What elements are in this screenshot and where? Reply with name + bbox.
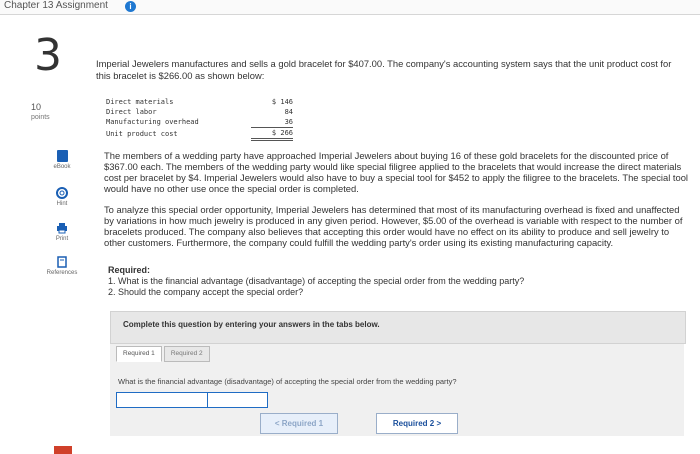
- cost-table: [106, 97, 293, 141]
- instructions-text: Complete this question by entering your answers in the tabs below.: [123, 320, 380, 329]
- problem-paragraph-2: To analyze this special order opportunity, Imperial Jewelers has determined that most of its manufacturing overhead is fixed and unaffected by variations in how much jewelry is produced in any given period. However, $5.00 of the overhead is variable with respect to the number of bracelets produced. The company also believes that accepting this order would have no effect on its ability to produce and sell jewelry to other customers. Furthermore, the company could fulfill the wedding party's order using its existing manufacturing capacity.: [104, 204, 683, 248]
- tab-required-1[interactable]: Required 1: [116, 346, 162, 362]
- brand-logo: [54, 446, 72, 454]
- table-row: [106, 107, 293, 117]
- info-icon[interactable]: i: [125, 1, 136, 12]
- required-section: [108, 265, 524, 298]
- cost-label: Direct labor: [106, 108, 157, 116]
- answer-panel: [110, 344, 684, 436]
- references-icon: [56, 256, 68, 268]
- table-row: [106, 97, 293, 107]
- answer-tabs: [116, 346, 212, 362]
- references-tool[interactable]: [42, 256, 82, 276]
- printer-icon: [56, 222, 68, 234]
- points-label: points: [31, 114, 50, 121]
- answer-input[interactable]: [116, 392, 268, 408]
- required-heading: Required:: [108, 265, 151, 275]
- problem-intro: Imperial Jewelers manufactures and sells a gold bracelet for $407.00. The company's accounting system says that the unit product cost for this bracelet is $266.00 as shown below:: [96, 58, 672, 81]
- ebook-tool[interactable]: [42, 150, 82, 170]
- instructions-box: [110, 311, 686, 344]
- cost-label: Unit product cost: [106, 129, 178, 138]
- cost-amount: $ 146: [271, 98, 293, 106]
- cost-label: Direct materials: [106, 98, 174, 106]
- required-item: 2. Should the company accept the special order?: [108, 287, 304, 297]
- cost-label: Manufacturing overhead: [106, 118, 199, 127]
- table-row: [106, 128, 293, 140]
- answer-label-cell[interactable]: [117, 393, 208, 407]
- required-item: 1. What is the financial advantage (disadvantage) of accepting the special order from the wedding party?: [108, 276, 525, 286]
- next-required-button[interactable]: Required 2 >: [376, 413, 458, 434]
- question-number: 3: [34, 30, 62, 81]
- answer-prompt: What is the financial advantage (disadvantage) of accepting the special order from the wedding party?: [118, 377, 457, 386]
- cost-amount: 36: [251, 117, 293, 128]
- references-label: References: [46, 270, 78, 276]
- points-value: 10: [31, 102, 42, 112]
- cost-amount: 84: [284, 108, 293, 116]
- print-tool[interactable]: [42, 222, 82, 242]
- tab-required-2[interactable]: Required 2: [164, 346, 210, 362]
- top-bar: [0, 0, 700, 15]
- table-row: [106, 117, 293, 128]
- assignment-title: Chapter 13 Assignment: [4, 0, 108, 11]
- hint-tool[interactable]: [42, 187, 82, 207]
- ebook-label: eBook: [53, 164, 71, 170]
- lifebuoy-icon: [56, 187, 68, 199]
- cost-amount: $ 266: [251, 128, 293, 140]
- hint-label: Hint: [56, 201, 68, 207]
- problem-paragraph-1: The members of a wedding party have approached Imperial Jewelers about buying 16 of these gold bracelets for the discounted price of $367.00 each. The members of the wedding party would like special filigree applied to the bracelets that would increase the direct materials cost per bracelet by $4. Imperial Jewelers would also have to buy a special tool for $452 to apply the filigree to the bracelets. The special tool would have no other use once the special order is completed.: [104, 150, 689, 194]
- ebook-icon: [57, 150, 68, 162]
- print-label: Print: [55, 236, 69, 242]
- previous-required-button[interactable]: < Required 1: [260, 413, 338, 434]
